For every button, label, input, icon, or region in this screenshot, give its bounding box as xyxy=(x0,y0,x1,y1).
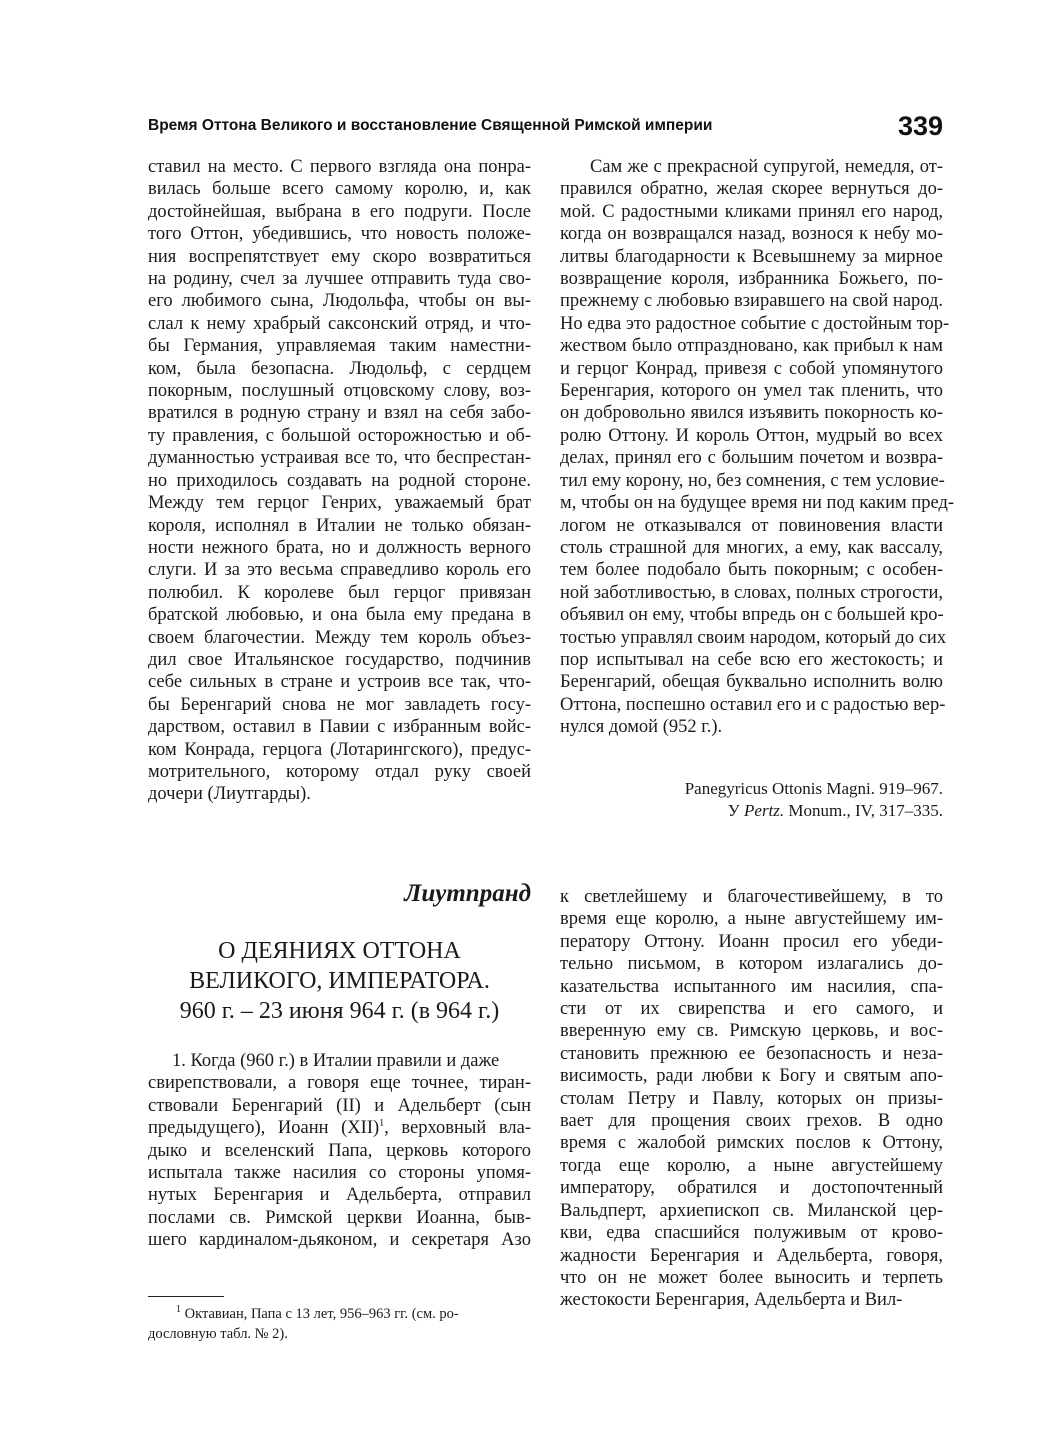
text-line: бы Беренгарий снова не мог завладеть госу- xyxy=(148,694,531,715)
text-line: покорным, послушный отцовскому слову, воз- xyxy=(148,381,531,402)
text-line: возвращение короля, избранника Божьего, по- xyxy=(560,269,943,290)
section-heading xyxy=(148,936,531,1026)
text-line: вратился в родную страну и взял на себя забо- xyxy=(148,403,531,424)
footnote xyxy=(148,1305,531,1344)
top-right-column xyxy=(560,156,955,739)
text-line: объявил он ему, чтобы впредь он с большей кро- xyxy=(560,605,944,626)
text-line: нулся домой (952 г.). xyxy=(560,717,723,738)
text-line: императору, обратился и достопочтенный xyxy=(560,1178,943,1199)
footnote-line xyxy=(148,1305,531,1325)
footnote-ref: 1 xyxy=(379,1118,385,1130)
text-line: дыко и вселенский Папа, церковь которого xyxy=(148,1140,531,1161)
text-line: на родину, счел за лучшее отправить туда сво- xyxy=(148,269,531,290)
text-line: тостью управлял своим народом, который до сих xyxy=(560,627,947,648)
text-line: жадности Беренгария и Адельберта, говоря, xyxy=(560,1245,943,1266)
text-line: Беренгарий, обещая буквально исполнить волю xyxy=(560,672,943,693)
text-line: слал к нему храбрый саксонский отряд, и что- xyxy=(148,313,531,334)
text-line: ту правления, с большой осторожностью и об- xyxy=(148,425,531,446)
text-line xyxy=(148,1117,531,1139)
running-title: Время Оттона Великого и восстановление Священной Римской империи xyxy=(148,117,713,134)
source-prefix: У xyxy=(727,801,745,820)
text-line: короля, исполнял в Италии не только обязан- xyxy=(148,515,531,536)
text-line: себе сильных в стране и устроив все так, что- xyxy=(148,672,531,693)
text-line: тем более подобало быть покорным; с особен- xyxy=(560,560,943,581)
footnote-text: Октавиан, Папа с 13 лет, 956–963 гг. (см. ро- xyxy=(184,1306,459,1322)
source-line-2 xyxy=(560,800,943,822)
text-line: слуги. И за это весьма справедливо король его xyxy=(148,560,531,581)
source-rest: Monum., IV, 317–335. xyxy=(784,801,943,820)
text-line: вает для прощения своих грехов. В одно xyxy=(560,1111,943,1132)
text-line: тельно письмом, в котором излагались до- xyxy=(560,954,943,975)
bottom-left-column xyxy=(148,1050,531,1252)
text-line: и герцог Конрад, привезя с собой упомянутого xyxy=(560,358,943,379)
text-line: ния воспрепятствует ему скоро возвратиться xyxy=(148,246,531,267)
text-line: время еще королю, а ныне августейшему им- xyxy=(560,909,943,930)
text-line: мой. С радостными кликами принял его народ, xyxy=(560,201,943,222)
text-line: 1. Когда (960 г.) в Италии правили и даже xyxy=(172,1051,500,1071)
text-line: тил ему корону, но, без сомнения, с тем условие- xyxy=(560,470,945,491)
top-left-column xyxy=(148,156,531,806)
text-line: думанностью устраивая все то, что беспрестан- xyxy=(148,448,531,469)
text-line: сти от их свирепства и его самого, и xyxy=(560,999,943,1020)
footnote-divider xyxy=(148,1296,224,1297)
text-line: когда он возвращался назад, вознося к небу мо- xyxy=(560,224,943,245)
text-line: вилась больше всего самому королю, и, как xyxy=(148,179,531,200)
author-name: Лиутпранд xyxy=(404,880,531,907)
text-line: Оттона, поспешно оставил его и с радостью вер- xyxy=(560,694,946,715)
text-line: литвы благодарности к Всевышнему за мирное xyxy=(560,246,943,267)
text-line: жестокости Беренгария, Адельберта и Вил- xyxy=(560,1290,903,1311)
text-line: время с жалобой римских послов к Оттону, xyxy=(560,1133,943,1154)
text-line: ной заботливостью, в словах, полных строгости, xyxy=(560,582,943,603)
text-line: ствовали Беренгарий (II) и Адельберт (сын xyxy=(148,1095,531,1116)
text-line: своем благочестии. Между тем король объез- xyxy=(148,627,531,648)
text-line: логом не отказывался от повиновения власти xyxy=(560,515,943,536)
source-line-1: Panegyricus Ottonis Magni. 919–967. xyxy=(684,779,943,798)
heading-line-3: 960 г. – 23 июня 964 г. (в 964 г.) xyxy=(179,998,500,1024)
text-line: кви, едва спасшийся полуживым от крово- xyxy=(560,1223,943,1244)
text-line: ком, была безопасна. Людольф, с сердцем xyxy=(148,358,531,379)
text-line: дарством, оставил в Павии с избранным войс- xyxy=(148,717,531,738)
text-line: Но едва это радостное событие с достойным тор- xyxy=(560,313,950,334)
source-citation xyxy=(560,778,943,822)
text-line: шего кардиналом-дьяконом, и секретаря Азо xyxy=(148,1230,531,1251)
text-line: столь страшной для многих, а ему, как вассалу, xyxy=(560,537,943,558)
text-line: вверенную ему св. Римскую церковь, и вос- xyxy=(560,1021,943,1042)
text-line: полюбил. К королеве был герцог привязан xyxy=(148,582,531,603)
text-line: что он не может более выносить и терпеть xyxy=(560,1267,943,1288)
text-line: ставил на место. С первого взгляда она понра- xyxy=(148,157,531,177)
text-line: дочери (Лиутгарды). xyxy=(148,784,311,805)
text-line: испытала также насилия со стороны упомя- xyxy=(148,1163,531,1184)
text-line: делах, принял его с большим почетом и возвра- xyxy=(560,448,943,469)
text-line: ности нежного брата, но и должность верного xyxy=(148,537,531,558)
text-line: достойнейшая, выбрана в его подруги. После xyxy=(148,201,531,222)
text-line: мотрительного, которому отдал руку своей xyxy=(148,761,531,782)
text-line: Между тем герцог Генрих, уважаемый брат xyxy=(148,493,531,514)
text-line: но приходилось создавать на родной стороне. xyxy=(148,470,531,491)
text-line: его любимого сына, Людольфа, чтобы он вы- xyxy=(148,291,531,312)
text-line: ролю Оттону. И король Оттон, мудрый во всех xyxy=(560,425,943,446)
text-line: Сам же с прекрасной супругой, немедля, от- xyxy=(590,157,943,177)
text-line: Беренгария, которого он умел так пленить, что xyxy=(560,381,943,402)
text-line: ком Конрада, герцога (Лотарингского), предус- xyxy=(148,739,531,760)
source-author: Pertz. xyxy=(744,801,785,820)
text-line: тогда еще королю, а ныне августейшему xyxy=(560,1155,943,1176)
bottom-right-column xyxy=(560,886,943,1312)
text-line: он добровольно явился изъявить покорность ко- xyxy=(560,403,943,424)
footnote-marker: 1 xyxy=(176,1304,181,1316)
text-line: к светлейшему и благочестивейшему, в то xyxy=(560,887,943,907)
heading-line-1: О ДЕЯНИЯХ ОТТОНА xyxy=(218,938,461,964)
text-line: нутых Беренгария и Адельберта, отправил xyxy=(148,1185,531,1206)
text-line: жеством было отпраздновано, как прибыл к нам xyxy=(560,336,943,357)
text-line: прежнему с любовью взиравшего на свой народ. xyxy=(560,291,944,312)
text-line: послами св. Римской церкви Иоанна, быв- xyxy=(148,1207,531,1228)
text-line: бы Германия, управляемая таким наместни- xyxy=(148,336,531,357)
text-line: висимость, ради любви к Богу и святым апо- xyxy=(560,1066,943,1087)
text-fragment: предыдущего), Иоанн (XII) xyxy=(148,1118,380,1139)
heading-line-2: ВЕЛИКОГО, ИМПЕРАТОРА. xyxy=(189,968,490,994)
page-header xyxy=(148,111,943,147)
text-line: дил свое Итальянское государство, подчинив xyxy=(148,649,531,670)
footnote-line: дословную табл. № 2). xyxy=(148,1325,288,1342)
text-line: м, чтобы он на будущее время ни под каким пред- xyxy=(560,493,955,514)
text-line: столам Петру и Павлу, которых он призы- xyxy=(560,1088,943,1109)
text-line: свирепствовали, а говоря еще точнее, тиран- xyxy=(148,1073,531,1094)
text-line: казательства испытанного им насилия, спа- xyxy=(560,976,943,997)
text-line: пор испытывал на себе всю его жестокость; и xyxy=(560,649,943,670)
page-number: 339 xyxy=(897,111,943,141)
text-fragment: , верховный вла- xyxy=(384,1118,531,1139)
text-line: правился обратно, желая скорее вернуться до- xyxy=(560,179,943,200)
text-line: становить прежнюю ее безопасность и неза- xyxy=(560,1043,943,1064)
text-line: Вальдперт, архиепископ св. Миланской цер- xyxy=(560,1200,943,1221)
text-line: ператору Оттону. Иоанн просил его убеди- xyxy=(560,931,943,952)
text-line: того Оттон, убедившись, что новость положе- xyxy=(148,224,531,245)
text-line: братской любовью, и она была ему предана в xyxy=(148,605,531,626)
